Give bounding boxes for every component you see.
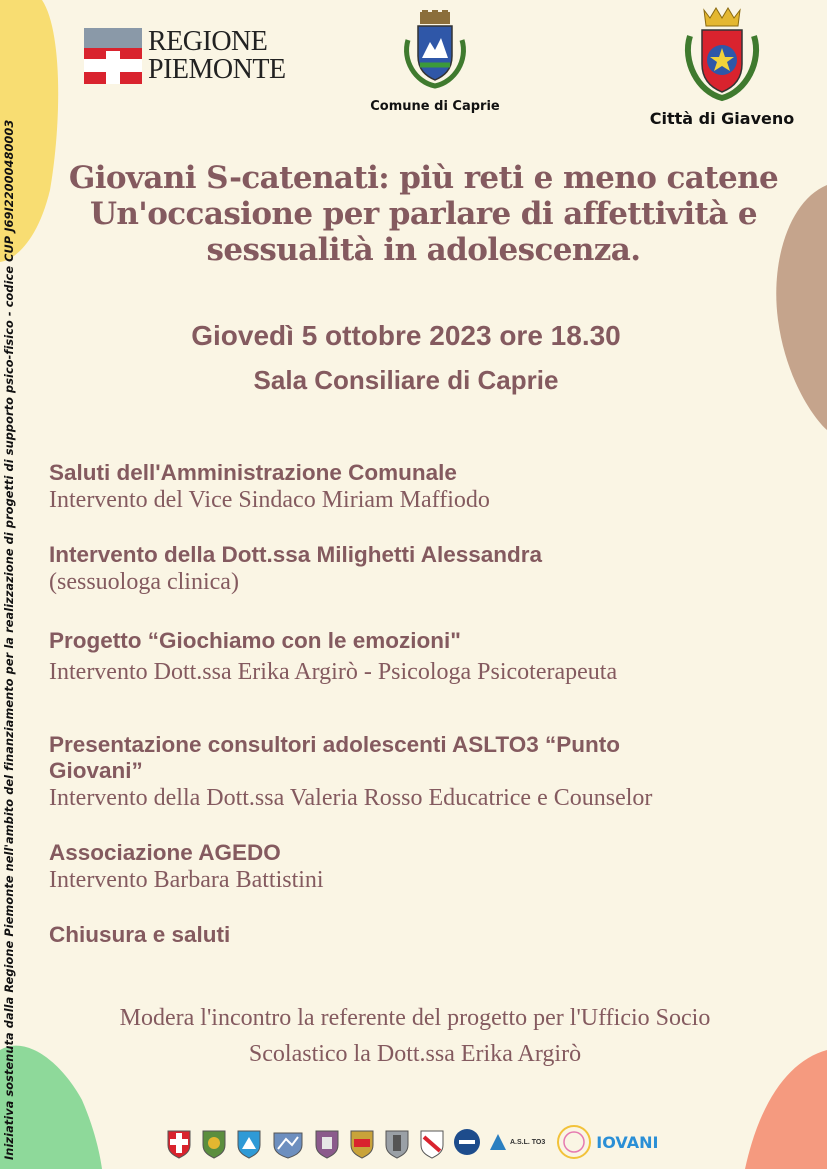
- partner-logos: [165, 1122, 658, 1162]
- municipal-crest-icon: [200, 1125, 228, 1159]
- agenda-heading: Chiusura e saluti: [49, 922, 231, 947]
- agenda-heading: Intervento della Dott.ssa Milighetti Alessandra: [49, 542, 543, 567]
- agenda-item: [49, 840, 779, 894]
- consortium-logo-icon: [453, 1125, 481, 1159]
- regione-text-line2: PIEMONTE: [148, 54, 286, 85]
- municipal-crest-icon: [235, 1125, 263, 1159]
- municipal-crest-icon: [313, 1125, 341, 1159]
- moderator-line-1: Modera l'incontro la referente del progetto per l'Ufficio Socio: [119, 1005, 711, 1031]
- moderator-note: [60, 1000, 770, 1072]
- agenda-heading: Associazione AGEDO: [49, 840, 281, 865]
- agenda-item: [49, 460, 779, 514]
- agenda-heading: Presentazione consultori adolescenti ASLTO3 “Punto Giovani”: [49, 732, 620, 783]
- municipal-crest-icon: [270, 1125, 306, 1159]
- politiche-giovani-logo: [552, 1122, 658, 1162]
- giaveno-caption: Città di Giaveno: [649, 109, 795, 128]
- agenda-heading: Saluti dell'Amministrazione Comunale: [49, 460, 457, 485]
- agenda-item: [49, 732, 779, 812]
- comune-caprie-logo: [360, 10, 510, 114]
- giovani-circle-icon: [552, 1122, 596, 1162]
- event-title: [20, 160, 827, 268]
- agenda-detail: Intervento Barbara Battistini: [49, 867, 324, 893]
- title-line-1: Giovani S-catenati: più reti e meno catene: [68, 160, 779, 196]
- agenda-detail: Intervento della Dott.ssa Valeria Rosso Educatrice e Counselor: [49, 785, 653, 811]
- title-line-2: Un'occasione per parlare di affettività e: [89, 196, 758, 232]
- event-date: Giovedì 5 ottobre 2023 ore 18.30: [191, 320, 621, 351]
- regione-piemonte-logo: [84, 28, 286, 84]
- agenda-item: [49, 542, 779, 596]
- agenda-item: [49, 628, 779, 686]
- regione-flag-icon: [84, 28, 142, 84]
- funding-note: Iniziativa sostenuta dalla Regione Piemonte nell'ambito del finanziamento per la realizzazione di progetti di supporto psico-fisico - codice CUP J69I22000480003: [3, 119, 16, 1160]
- moderator-line-2: Scolastico la Dott.ssa Erika Argirò: [248, 1041, 582, 1067]
- agenda-detail: (sessuologa clinica): [49, 569, 239, 595]
- asl-to3-logo: [488, 1132, 545, 1152]
- municipal-crest-icon: [418, 1125, 446, 1159]
- event-place: Sala Consiliare di Caprie: [253, 365, 559, 395]
- regione-text-line1: REGIONE: [148, 26, 268, 57]
- asl-icon: [488, 1132, 508, 1152]
- agenda-detail: Intervento del Vice Sindaco Miriam Maffiodo: [49, 487, 490, 513]
- municipal-crest-icon: [165, 1125, 193, 1159]
- municipal-crest-icon: [383, 1125, 411, 1159]
- agenda-heading: Progetto “Giochiamo con le emozioni": [49, 628, 461, 653]
- asl-logo-text: A.S.L. TO3: [510, 1138, 546, 1146]
- caprie-caption: Comune di Caprie: [370, 99, 500, 114]
- giaveno-crest-icon: [680, 6, 764, 102]
- agenda-item: [49, 922, 779, 948]
- caprie-crest-icon: [400, 10, 470, 90]
- giovani-logo-text: IOVANI: [596, 1132, 659, 1152]
- agenda-detail: Intervento Dott.ssa Erika Argirò - Psicologa Psicoterapeuta: [49, 659, 618, 685]
- title-line-3: sessualità in adolescenza.: [206, 232, 641, 268]
- municipal-crest-icon: [348, 1125, 376, 1159]
- citta-giaveno-logo: [638, 6, 806, 128]
